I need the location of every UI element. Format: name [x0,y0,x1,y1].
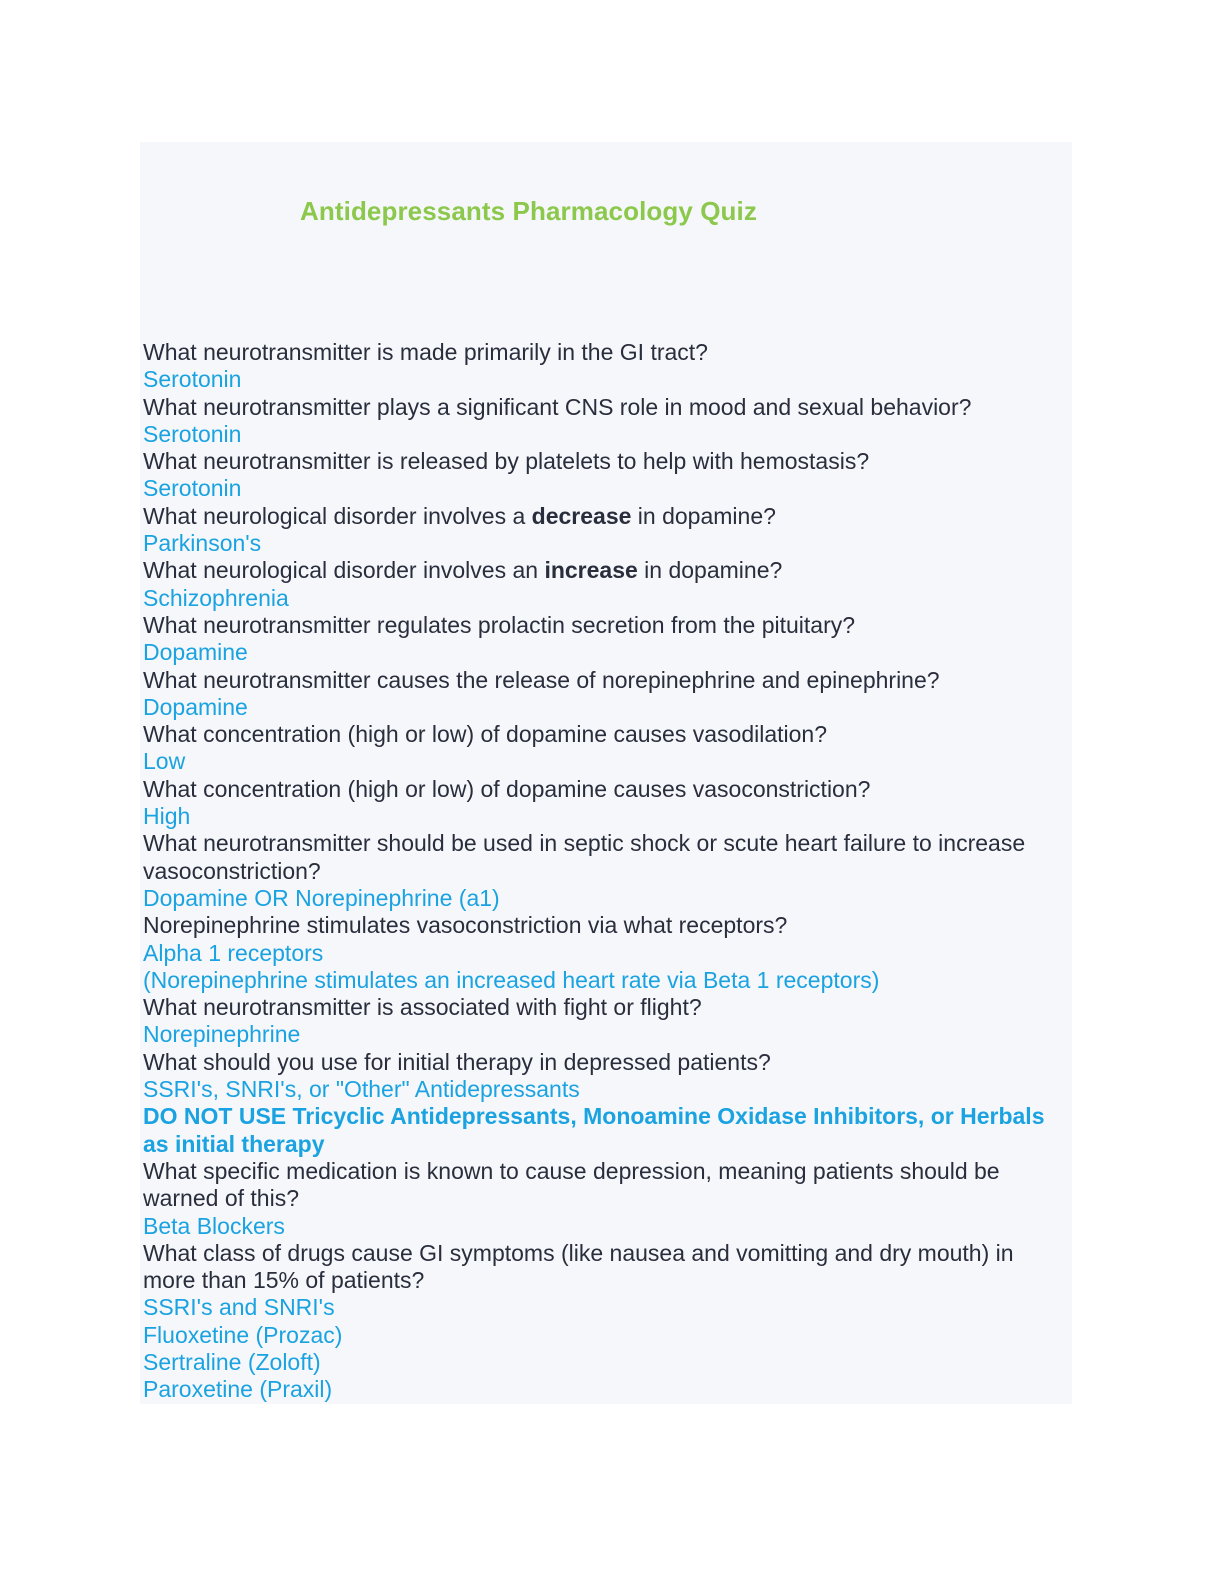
question-text: in dopamine? [631,502,776,529]
answer-warning: DO NOT USE Tricyclic Antidepressants, Monoamine Oxidase Inhibitors, or Herbals as initial therapy [143,1103,1045,1157]
question-text: What neurological disorder involves an [143,557,545,584]
answer: Alpha 1 receptors [143,939,324,966]
document-title: Antidepressants Pharmacology Quiz [300,196,757,226]
answer: Fluoxetine (Prozac) [143,1321,343,1348]
answer: High [143,803,191,830]
answer: Norepinephrine [143,1021,301,1048]
answer-note: (Norepinephrine stimulates an increased heart rate via Beta 1 receptors) [143,966,880,993]
question [143,503,1063,530]
question: Norepinephrine stimulates vasoconstriction via what receptors? [143,912,788,939]
question: What neurotransmitter is associated with fight or flight? [143,994,702,1021]
answer: Dopamine [143,639,248,666]
question [143,557,1063,584]
answer: SSRI's, SNRI's, or "Other" Antidepressants [143,1076,580,1103]
answer: Dopamine OR Norepinephrine (a1) [143,884,500,911]
question: What concentration (high or low) of dopamine causes vasoconstriction? [143,775,871,802]
answer: Serotonin [143,366,242,393]
answer: Serotonin [143,420,242,447]
question: What specific medication is known to cause depression, meaning patients should be warned of this? [143,1157,1000,1212]
answer: Schizophrenia [143,584,289,611]
answer: SSRI's and SNRI's [143,1294,335,1321]
answer: Sertraline (Zoloft) [143,1348,321,1375]
answer: Low [143,748,186,775]
question: What neurotransmitter should be used in septic shock or scute heart failure to increase vasoconstriction? [143,830,1026,884]
question: What neurotransmitter regulates prolactin secretion from the pituitary? [143,611,856,638]
answer: Paroxetine (Praxil) [143,1376,333,1403]
question-text: in dopamine? [637,557,783,584]
answer: Beta Blockers [143,1212,285,1239]
question: What concentration (high or low) of dopamine causes vasodilation? [143,721,827,748]
answer: Parkinson's [143,530,262,557]
question: What class of drugs cause GI symptoms (like nausea and vomitting and dry mouth) in more than 15% of patients? [143,1239,1014,1294]
answer: Dopamine [143,693,248,720]
question-emphasis: decrease [531,502,632,529]
question: What neurotransmitter plays a significant CNS role in mood and sexual behavior? [143,393,972,420]
quiz-body [143,339,1063,1404]
question: What neurotransmitter is made primarily in the GI tract? [143,339,708,365]
answer: Serotonin [143,475,242,502]
question: What neurotransmitter is released by platelets to help with hemostasis? [143,448,870,475]
question-text: What neurological disorder involves a [143,502,532,529]
question-emphasis: increase [544,557,638,584]
question: What neurotransmitter causes the release of norepinephrine and epinephrine? [143,666,940,693]
question: What should you use for initial therapy in depressed patients? [143,1048,771,1075]
